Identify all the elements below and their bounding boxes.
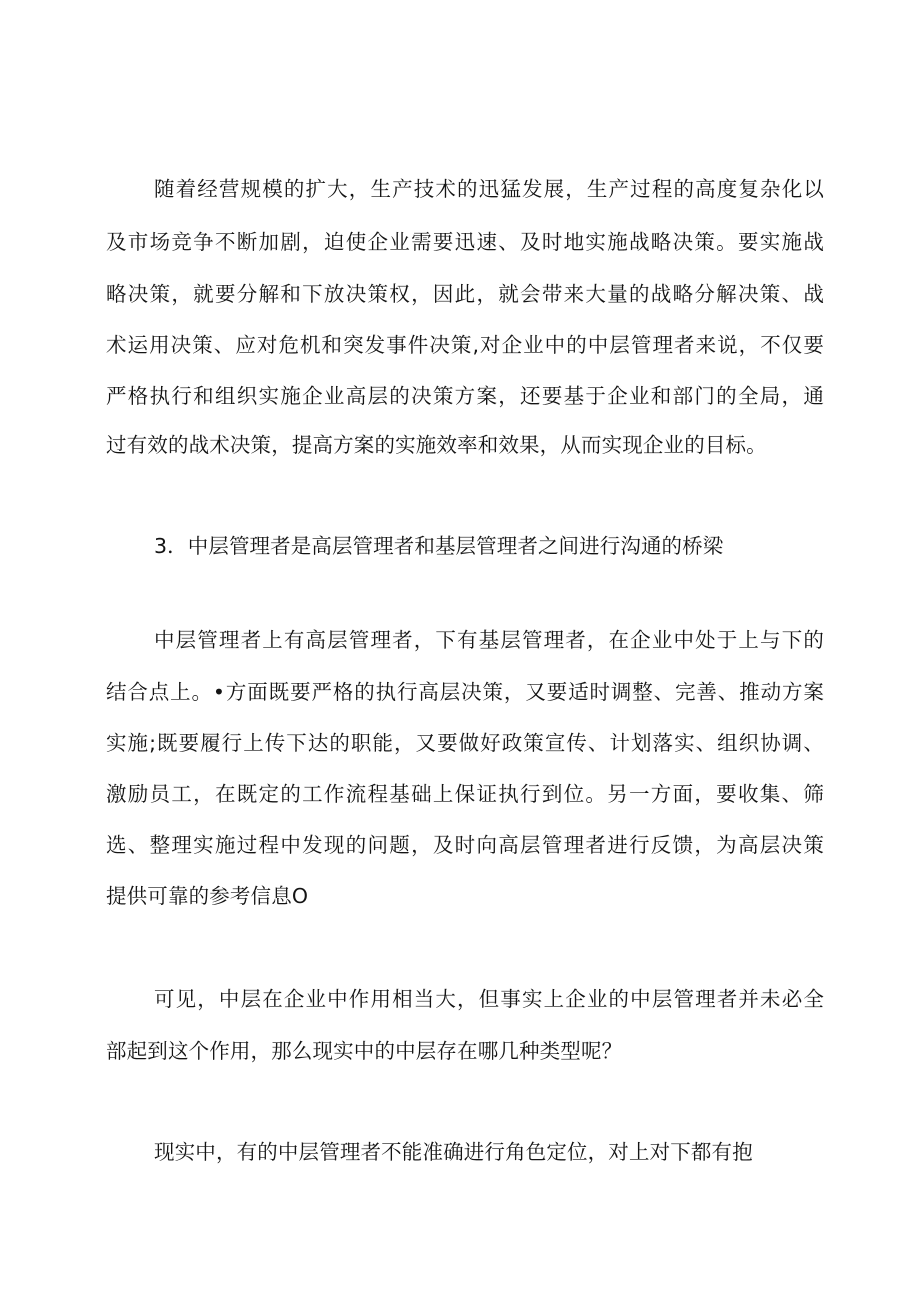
paragraph-line: 术运用决策、应对危机和突发事件决策,对企业中的中层管理者来说，不仅要 — [106, 333, 824, 357]
paragraph-line: 可见，中层在企业中作用相当大，但事实上企业的中层管理者并未必全 — [154, 987, 824, 1011]
paragraph-line: 结合点上。•方面既要严格的执行高层决策，又要适时调整、完善、推动方案 — [106, 680, 824, 704]
paragraph-line: 实施;既要履行上传下达的职能，又要做好政策宣传、计划落实、组织协调、 — [106, 731, 824, 755]
paragraph-line: 选、整理实施过程中发现的问题，及时向高层管理者进行反馈，为高层决策 — [106, 833, 824, 857]
paragraph-line: 随着经营规模的扩大，生产技术的迅猛发展，生产过程的高度复杂化以 — [154, 177, 824, 201]
paragraph-line: 严格执行和组织实施企业高层的决策方案，还要基于企业和部门的全局，通 — [106, 384, 824, 408]
paragraph-line: 部起到这个作用，那么现实中的中层存在哪几种类型呢？ — [106, 1039, 623, 1063]
paragraph-line: 提供可靠的参考信息O — [106, 884, 309, 908]
paragraph-line: 过有效的战术决策，提高方案的实施效率和效果，从而实现企业的目标。 — [106, 433, 767, 457]
section-heading: 3．中层管理者是高层管理者和基层管理者之间进行沟通的桥梁 — [154, 534, 724, 558]
paragraph-line: 及市场竞争不断加剧，迫使企业需要迅速、及时地实施战略决策。要实施战 — [106, 230, 824, 254]
paragraph-line: 激励员工，在既定的工作流程基础上保证执行到位。另一方面，要收集、筛 — [106, 782, 824, 806]
paragraph-line: 中层管理者上有高层管理者，下有基层管理者，在企业中处于上与下的 — [154, 628, 824, 652]
paragraph-line: 现实中，有的中层管理者不能准确进行角色定位，对上对下都有抱 — [154, 1140, 753, 1164]
paragraph-line: 略决策，就要分解和下放决策权，因此，就会带来大量的战略分解决策、战 — [106, 282, 824, 306]
